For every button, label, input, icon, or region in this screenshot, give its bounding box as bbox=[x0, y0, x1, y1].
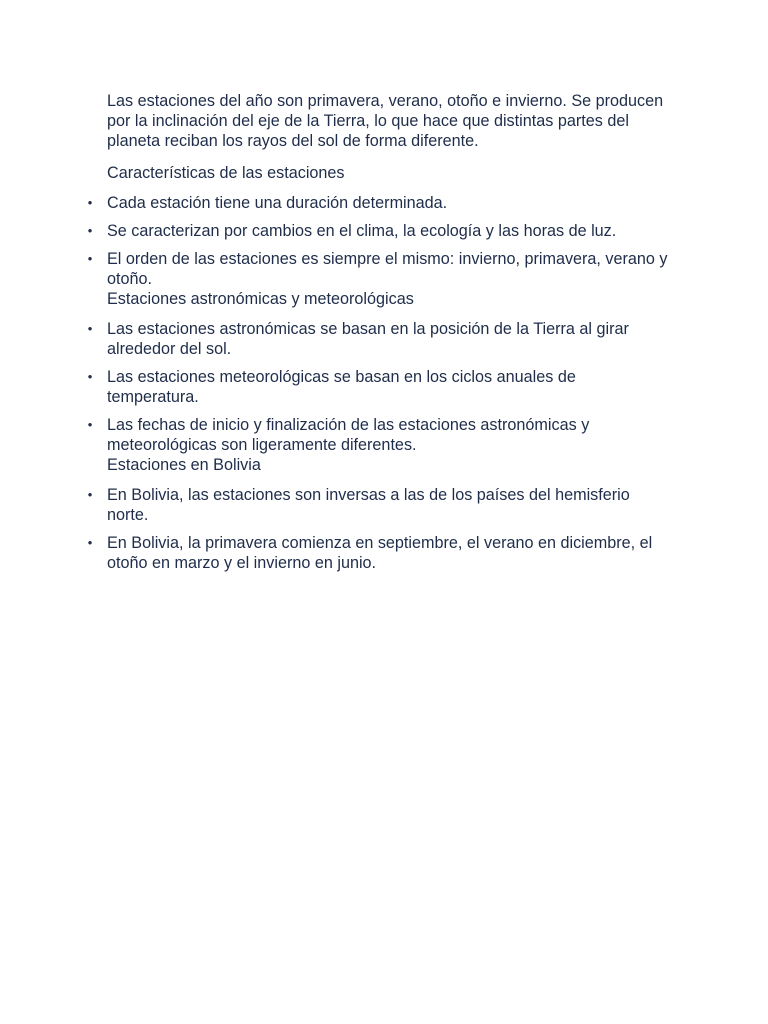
section-heading-astronomical: Estaciones astronómicas y meteorológicas bbox=[107, 290, 414, 308]
bullet-icon: • bbox=[87, 223, 93, 238]
section-heading-bolivia: Estaciones en Bolivia bbox=[107, 456, 261, 474]
list-item-text: Las fechas de inicio y finalización de las estaciones astronómicas y meteorológicas son ligeramente diferentes. bbox=[107, 416, 590, 454]
intro-paragraph: Las estaciones del año son primavera, verano, otoño e invierno. Se producen por la inclinación del eje de la Tierra, lo que hace que distintas partes del planeta reciban los rayos del sol de forma diferente. bbox=[107, 92, 664, 150]
bullet-icon: • bbox=[87, 321, 93, 336]
list-item bbox=[87, 249, 668, 309]
bullet-icon: • bbox=[87, 535, 93, 550]
list-item bbox=[87, 415, 668, 475]
list-item-text: Las estaciones astronómicas se basan en la posición de la Tierra al girar alrededor del sol. bbox=[107, 320, 629, 358]
bullet-icon: • bbox=[87, 417, 93, 432]
list-item bbox=[87, 193, 668, 213]
list-item-text: En Bolivia, las estaciones son inversas a las de los países del hemisferio norte. bbox=[107, 486, 630, 524]
list-item bbox=[87, 533, 668, 573]
list-item-text: Las estaciones meteorológicas se basan en los ciclos anuales de temperatura. bbox=[107, 368, 576, 406]
list-item-text: Cada estación tiene una duración determinada. bbox=[107, 194, 448, 212]
list-item bbox=[87, 367, 668, 407]
bolivia-list bbox=[87, 485, 668, 573]
list-item bbox=[87, 221, 668, 241]
list-item-text: En Bolivia, la primavera comienza en septiembre, el verano en diciembre, el otoño en marzo y el invierno en junio. bbox=[107, 534, 653, 572]
astronomical-list bbox=[87, 319, 668, 475]
bullet-icon: • bbox=[87, 487, 93, 502]
bullet-icon: • bbox=[87, 251, 93, 266]
bullet-icon: • bbox=[87, 369, 93, 384]
bullet-icon: • bbox=[87, 195, 93, 210]
list-item-text: El orden de las estaciones es siempre el mismo: invierno, primavera, verano y otoño. bbox=[107, 250, 668, 288]
characteristics-list bbox=[87, 193, 668, 309]
list-item bbox=[87, 485, 668, 525]
section-heading-characteristics: Características de las estaciones bbox=[107, 164, 345, 182]
list-item bbox=[87, 319, 668, 359]
list-item-text: Se caracterizan por cambios en el clima, la ecología y las horas de luz. bbox=[107, 222, 617, 240]
